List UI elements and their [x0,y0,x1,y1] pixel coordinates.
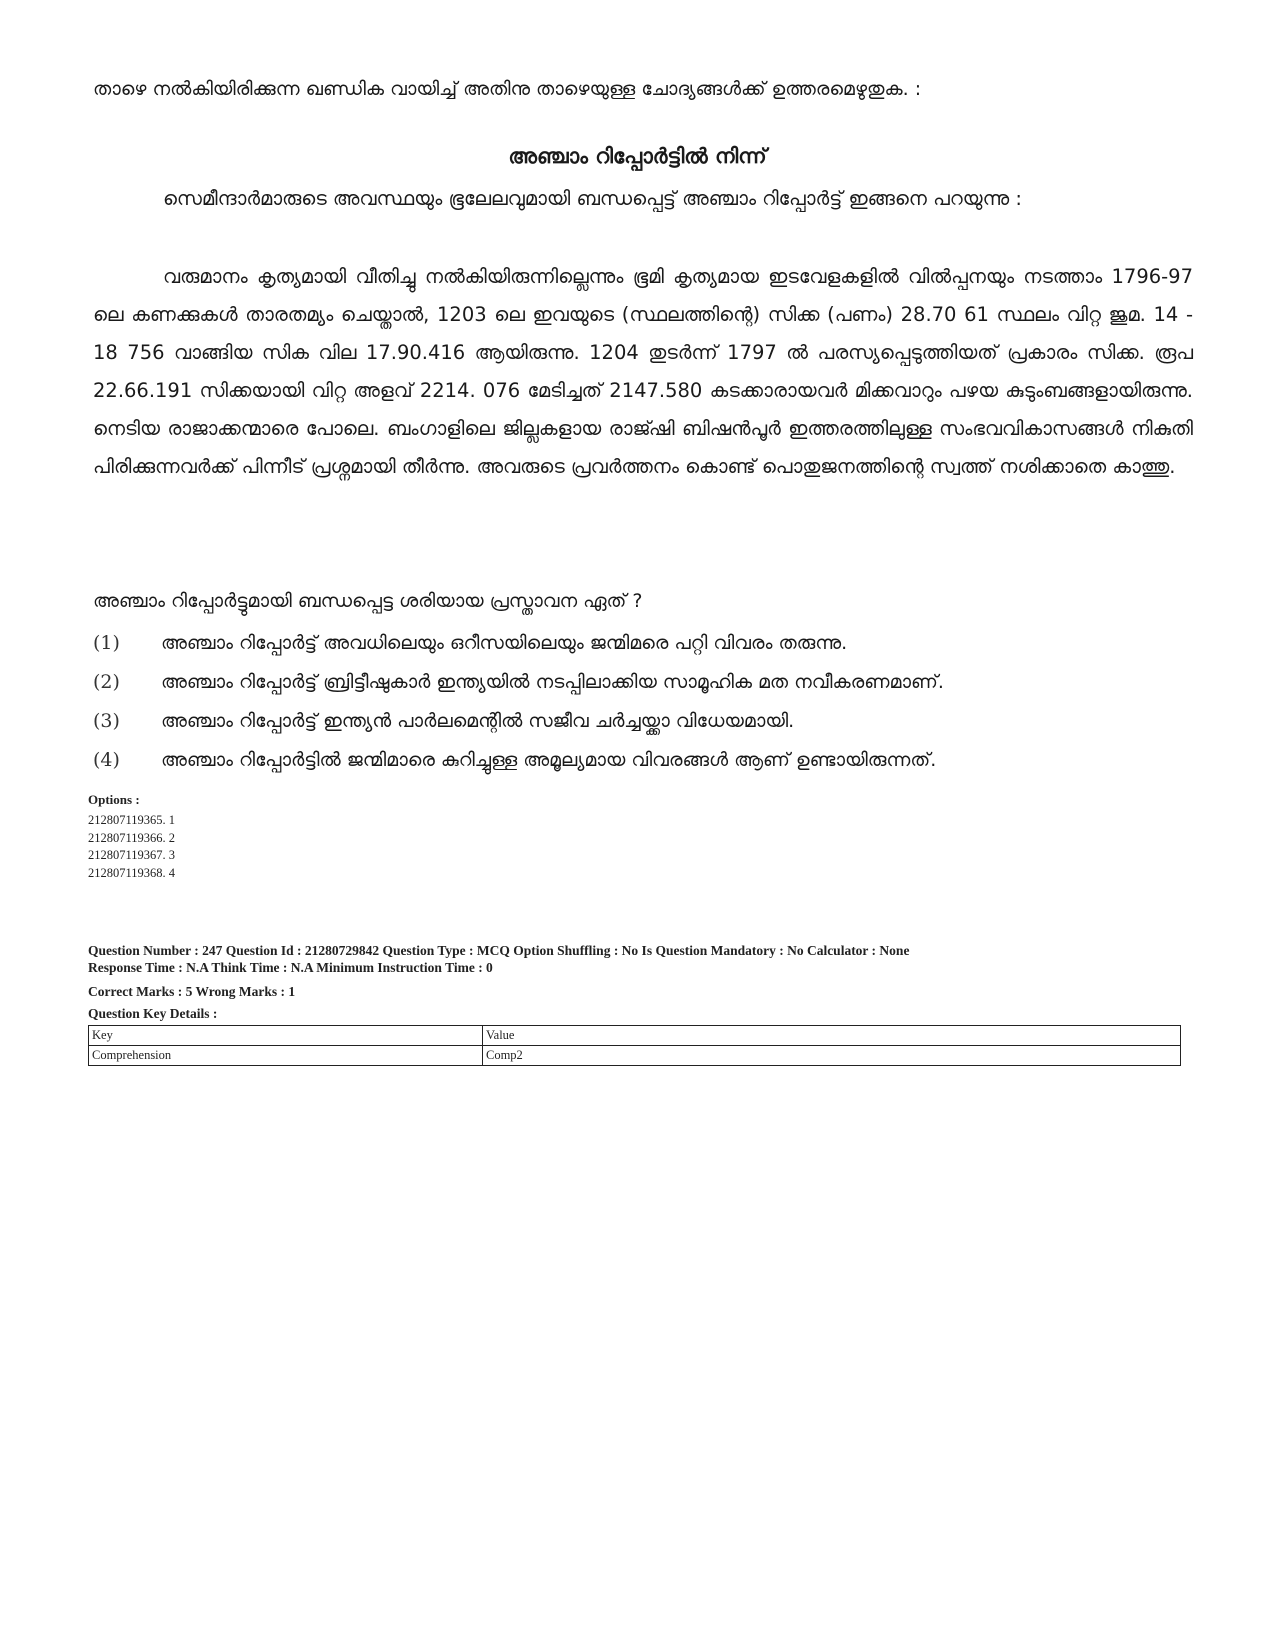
choice-number: (4) [93,748,120,771]
choice-number: (1) [93,631,120,654]
option-id-list [88,812,175,882]
choice-text: അഞ്ചാം റിപ്പോർട്ട് ബ്രിട്ടീഷുകാർ ഇന്ത്യയിൽ നടപ്പിലാക്കിയ സാമൂഹിക മത നവീകരണമാണ്. [161,670,944,693]
answer-choices [93,623,1203,779]
passage-heading: അഞ്ചാം റിപ്പോർട്ടിൽ നിന്ന് [508,144,767,168]
table-header-row [89,1026,1181,1046]
answer-choice-1 [93,623,1203,662]
question-info [88,942,1198,976]
answer-choice-4 [93,740,1203,779]
instruction-text: താഴെ നൽകിയിരിക്കുന്ന ഖണ്ഡിക വായിച്ച് അതിനു താഴെയുള്ള ചോദ്യങ്ങൾക്ക് ഉത്തരമെഴുതുക. : [93,78,922,100]
key-details-label: Question Key Details : [88,1006,218,1021]
choice-text: അഞ്ചാം റിപ്പോർട്ടിൽ ജന്മിമാരെ കുറിച്ചുള്ള അമൂല്യമായ വിവരങ്ങൾ ആണ് ഉണ്ടായിരുന്നത്. [161,748,937,771]
option-id: 212807119367. 3 [88,848,176,862]
option-id: 212807119365. 1 [88,813,176,827]
option-id: 212807119368. 4 [88,865,176,880]
option-id: 212807119366. 2 [88,830,176,845]
table-cell-key: Comprehension [89,1046,483,1066]
answer-choice-3 [93,701,1203,740]
passage-paragraph-1: സെമീന്ദാർമാരുടെ അവസ്ഥയും ഭൂലേലവുമായി ബന്ധപ്പെട്ട് അഞ്ചാം റിപ്പോർട്ട് ഇങ്ങനെ പറയുന്നു : [163,187,1022,210]
choice-number: (3) [93,709,120,732]
marks-info: Correct Marks : 5 Wrong Marks : 1 [88,984,296,999]
table-header-key: Key [89,1026,483,1046]
table-row [89,1046,1181,1066]
options-label: Options : [88,792,140,807]
choice-text: അഞ്ചാം റിപ്പോർട്ട് ഇന്ത്യൻ പാർലമെന്റിൽ സജീവ ചർച്ചയ്ക്കാ വിധേയമായി. [161,709,795,732]
choice-text: അഞ്ചാം റിപ്പോർട്ട് അവധിലെയും ഒറീസയിലെയും ജന്മിമരെ പറ്റി വിവരം തരുന്നു. [161,631,848,654]
table-header-value: Value [483,1026,1181,1046]
question-text: അഞ്ചാം റിപ്പോർട്ടുമായി ബന്ധപ്പെട്ട ശരിയായ പ്രസ്താവന ഏത് ? [93,590,643,612]
question-info-line-2: Response Time : N.A Think Time : N.A Minimum Instruction Time : 0 [88,960,493,975]
table-cell-value: Comp2 [483,1046,1181,1066]
question-info-line-1: Question Number : 247 Question Id : 21280729842 Question Type : MCQ Option Shuffling : No Is Question Mandatory : No Calculator : None [88,943,910,958]
passage-paragraph-2: വരുമാനം കൃത്യമായി വീതിച്ചു നൽകിയിരുന്നില്ലെന്നും ഭൂമി കൃത്യമായ ഇടവേളകളിൽ വിൽപ്പനയും നടത്താം 1796-97 ലെ കണക്കുകൾ താരതമ്യം ചെയ്താൽ, 1203 ലെ ഇവയുടെ (സ്ഥലത്തിന്റെ) സിക്ക (പണം) 28.70 61 സ്ഥലം വിറ്റ ജുമ. 14 - 18 756 വാങ്ങിയ സിക വില 17.90.416 ആയിരുന്നു. 1204 തുടർന്ന് 1797 ൽ പരസ്യപ്പെടുത്തിയത് പ്രകാരം സിക്ക. രൂപ 22.66.191 സിക്കയായി വിറ്റ അളവ് 2214. 076 മേടിച്ചത് 2147.580 കടക്കാരായവർ മിക്കവാറും പഴയ കുടുംബങ്ങളായിരുന്നു. നെടിയ രാജാക്കന്മാരെ പോലെ. ബംഗാളിലെ ജില്ലകളായ രാജ്ഷി ബിഷൻപൂർ ഇത്തരത്തിലുള്ള സംഭവവികാസങ്ങൾ നികുതി പിരിക്കുന്നവർക്ക് പിന്നീട് പ്രശ്നമായി തീർന്നു. അവരുടെ പ്രവർത്തനം കൊണ്ട് പൊതുജനത്തിന്റെ സ്വത്ത് നശിക്കാതെ കാത്തു. [93,265,1193,478]
key-details-table [88,1025,1181,1066]
choice-number: (2) [93,670,120,693]
answer-choice-2 [93,662,1203,701]
